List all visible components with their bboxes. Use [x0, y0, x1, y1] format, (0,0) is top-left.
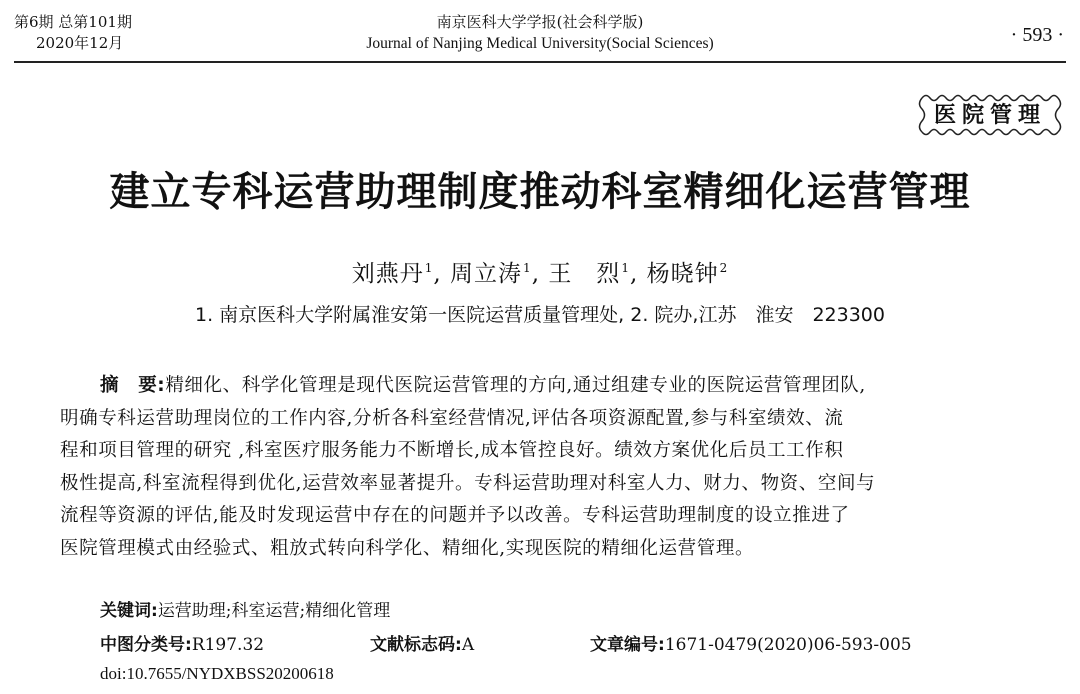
abstract-line: 程和项目管理的研究 ,科室医疗服务能力不断增长,成本管控良好。绩效方案优化后员工工作积 [60, 440, 844, 461]
journal-name [300, 12, 780, 54]
author: 王 烈$^1$ [548, 261, 630, 287]
keywords-label: 关键词: [100, 601, 158, 621]
abstract-line: 医院管理模式由经验式、粗放式转向科学化、精细化,实现医院的精细化运营管理。 [60, 537, 755, 559]
abstract-label: 摘 要: [100, 375, 166, 396]
article-number-label: 文章编号: [590, 635, 665, 655]
abstract-line: 极性提高,科室流程得到优化,运营效率显著提升。专科运营助理对科室人力、财力、物资、空间与 [60, 472, 876, 494]
doc-code-value: A [461, 635, 475, 655]
journal-name-en: Journal of Nanjing Medical University(Social Sciences) [366, 35, 714, 52]
author: 杨晓钟$^2$ [646, 261, 729, 287]
section-badge-label: 医院管理 [933, 102, 1046, 128]
keywords-value: 运营助理;科室运营;精细化管理 [157, 601, 391, 621]
clc-label: 中图分类号: [100, 635, 192, 655]
author-list: 刘燕丹$^1$, 周立涛$^1$, 王 烈$^1$, 杨晓钟$^2$ [351, 261, 729, 287]
section-badge [916, 90, 1064, 140]
issue-date: 2020年12月 [36, 34, 124, 52]
abstract [60, 370, 1035, 565]
journal-name-cn: 南京医科大学学报(社会科学版) [436, 13, 644, 31]
abstract-line: 摘 要:精细化、科学化管理是现代医院运营管理的方向,通过组建专业的医院运营管理团队, [60, 370, 1035, 403]
doc-code-label: 文献标志码: [370, 635, 462, 655]
doi[interactable]: doi:10.7655/NYDXBSS20200618 [100, 664, 334, 683]
author: 刘燕丹$^1$ [351, 261, 434, 287]
issue-info [14, 12, 132, 54]
abstract-line: 明确专科运营助理岗位的工作内容,分析各科室经营情况,评估各项资源配置,参与科室绩效、流 [60, 407, 844, 429]
page-header [0, 0, 1080, 64]
keywords [100, 596, 390, 621]
author: 周立涛$^1$ [450, 261, 532, 287]
abstract-line: 流程等资源的评估,能及时发现运营中存在的问题并予以改善。专科运营助理制度的设立推进了 [60, 505, 850, 526]
header-rule [14, 61, 1066, 63]
clc-value: R197.32 [191, 635, 265, 655]
issue-number: 第6期 总第101期 [14, 13, 132, 31]
classification-info [100, 630, 912, 655]
affiliation: 1. 南京医科大学附属淮安第一医院运营质量管理处, 2. 院办,江苏 淮安 223300 [195, 304, 885, 326]
article-title: 建立专科运营助理制度推动科室精细化运营管理 [109, 169, 971, 215]
article-number-value: 1671-0479(2020)06-593-005 [664, 635, 912, 655]
page-number: · 593 · [1010, 24, 1064, 46]
